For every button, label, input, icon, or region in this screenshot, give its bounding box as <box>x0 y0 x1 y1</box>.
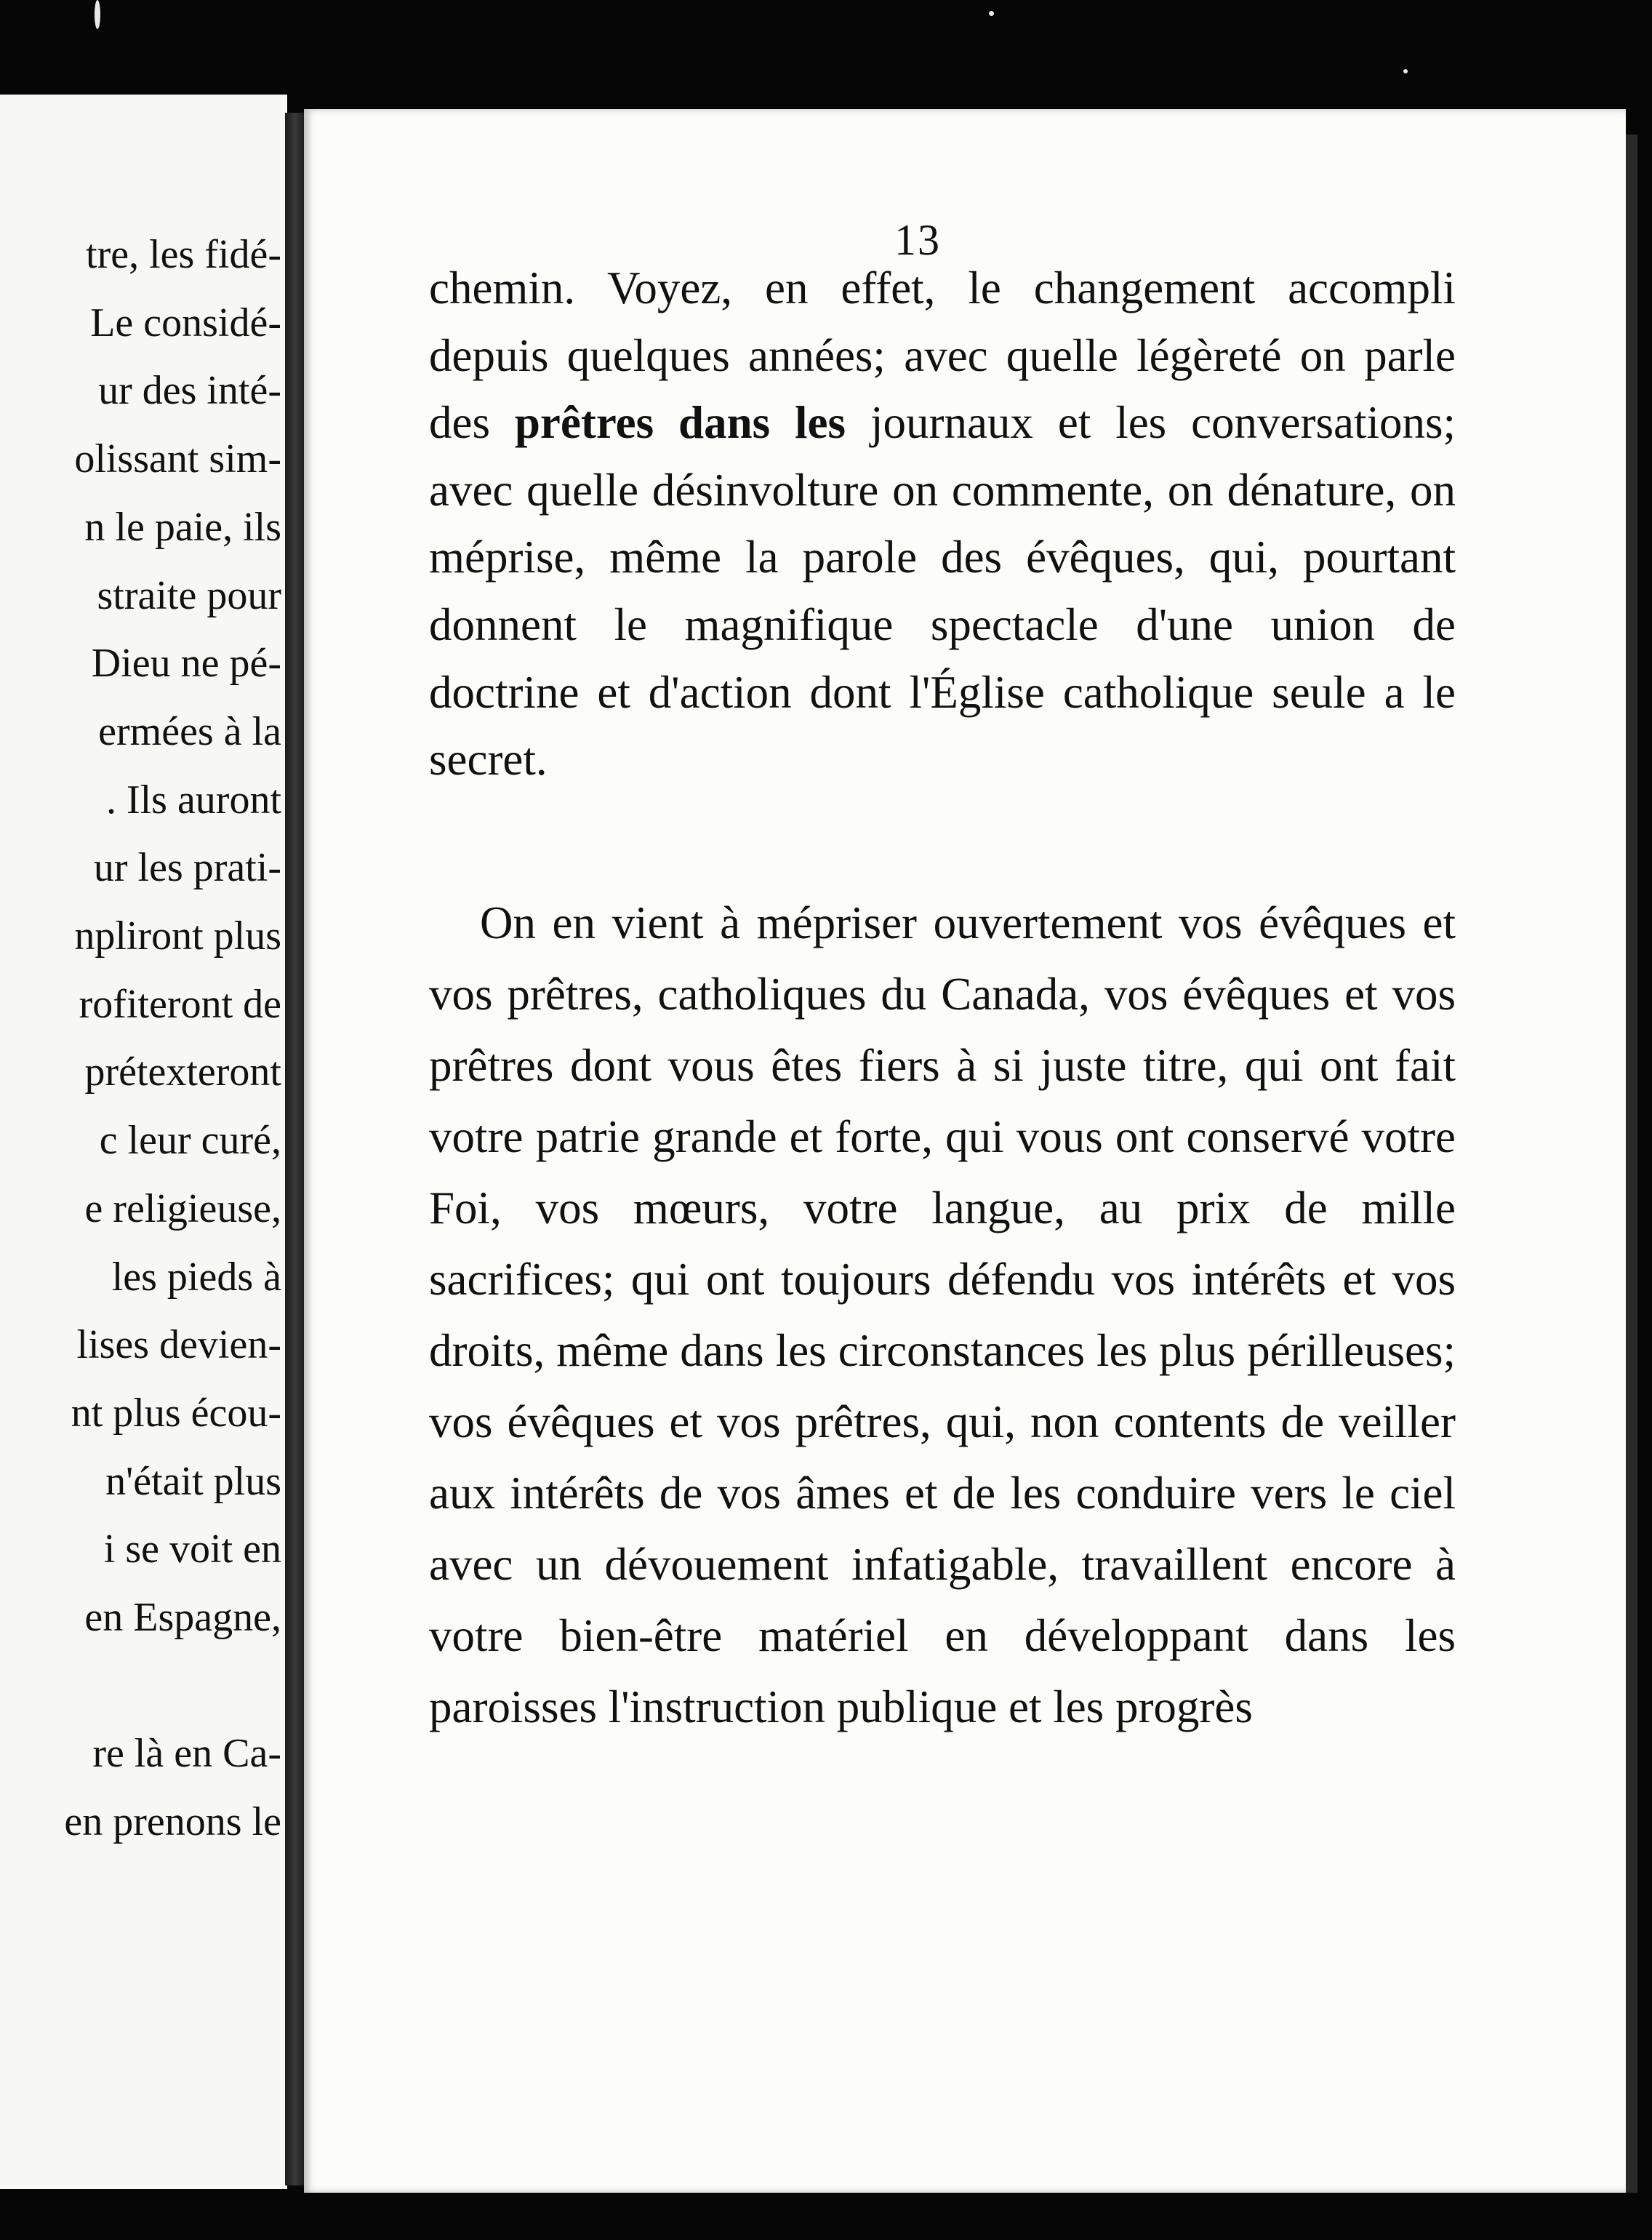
left-page-line: ermées à la <box>98 708 281 754</box>
paragraph <box>429 255 1456 793</box>
left-page <box>0 95 287 2189</box>
left-page-line: nt plus écou- <box>71 1390 281 1436</box>
left-page-line: ur des inté- <box>98 368 281 414</box>
left-page-line: prétexteront <box>84 1049 281 1095</box>
scan-speck <box>989 11 994 16</box>
left-page-line: n le paie, ils <box>84 504 281 550</box>
left-page-line: c leur curé, <box>99 1118 281 1164</box>
left-page-line: . Ils auront <box>105 777 281 823</box>
left-page-line: olissant sim- <box>74 436 281 482</box>
left-page-line: tre, les fidé- <box>86 232 281 277</box>
left-page-line: n'était plus <box>105 1458 281 1504</box>
left-page-line: ur les prati- <box>93 845 281 891</box>
left-page-line: lises devien- <box>76 1322 281 1368</box>
left-page-line: straite pour <box>97 572 281 618</box>
left-page-line: les pieds à <box>111 1254 281 1300</box>
left-page-line: Dieu ne pé- <box>91 641 281 687</box>
left-page-line: rofiteront de <box>79 981 281 1027</box>
paragraph-text: chemin. Voyez, en effet, le changement accompli depuis quelques années; avec quelle légèreté on parle des <box>429 263 1456 449</box>
page-edge <box>1626 135 1637 2193</box>
left-page-line: en prenons le <box>64 1799 281 1845</box>
page-number: 13 <box>894 216 941 264</box>
left-page-line: e religieuse, <box>84 1185 281 1231</box>
left-page-line: npliront plus <box>74 913 281 959</box>
left-page-line: re là en Ca- <box>92 1731 281 1777</box>
paragraph: On en vient à mépriser ouvertement vos évêques et vos prêtres, catholiques du Canada, vos évêques et vos prêtres dont vous êtes fiers à si juste titre, qui ont fait votre patrie grande et forte, qui vous ont conservé votre Foi, vos mœurs, votre langue, au prix de mille sacrifices; qui ont toujours défendu vos intérêts et vos droits, même dans les circonstances les plus périlleuses; vos évêques et vos prêtres, qui, non contents de veiller aux intérêts de vos âmes et de les conduire vers le ciel avec un dévouement infatigable, travaillent encore à votre bien-être matériel en développant dans les paroisses l'instruction publique et les progrès <box>429 897 1456 1732</box>
left-page-line: i se voit en <box>103 1527 281 1572</box>
bold-text: prêtres dans les <box>514 397 846 449</box>
scan-speck <box>1403 69 1408 73</box>
left-page-line: Le considé- <box>90 300 281 345</box>
scan-speck <box>95 0 100 29</box>
left-page-line: en Espagne, <box>84 1595 281 1640</box>
paragraph-text: journaux et les conversations; avec quelle désinvolture on commente, on dénature, on méprise, même la parole des évêques, qui, pourtant donnent le magnifique spectacle d'une union de doctrine et d'action dont l'Église catholique seule a le secret. <box>429 397 1456 785</box>
